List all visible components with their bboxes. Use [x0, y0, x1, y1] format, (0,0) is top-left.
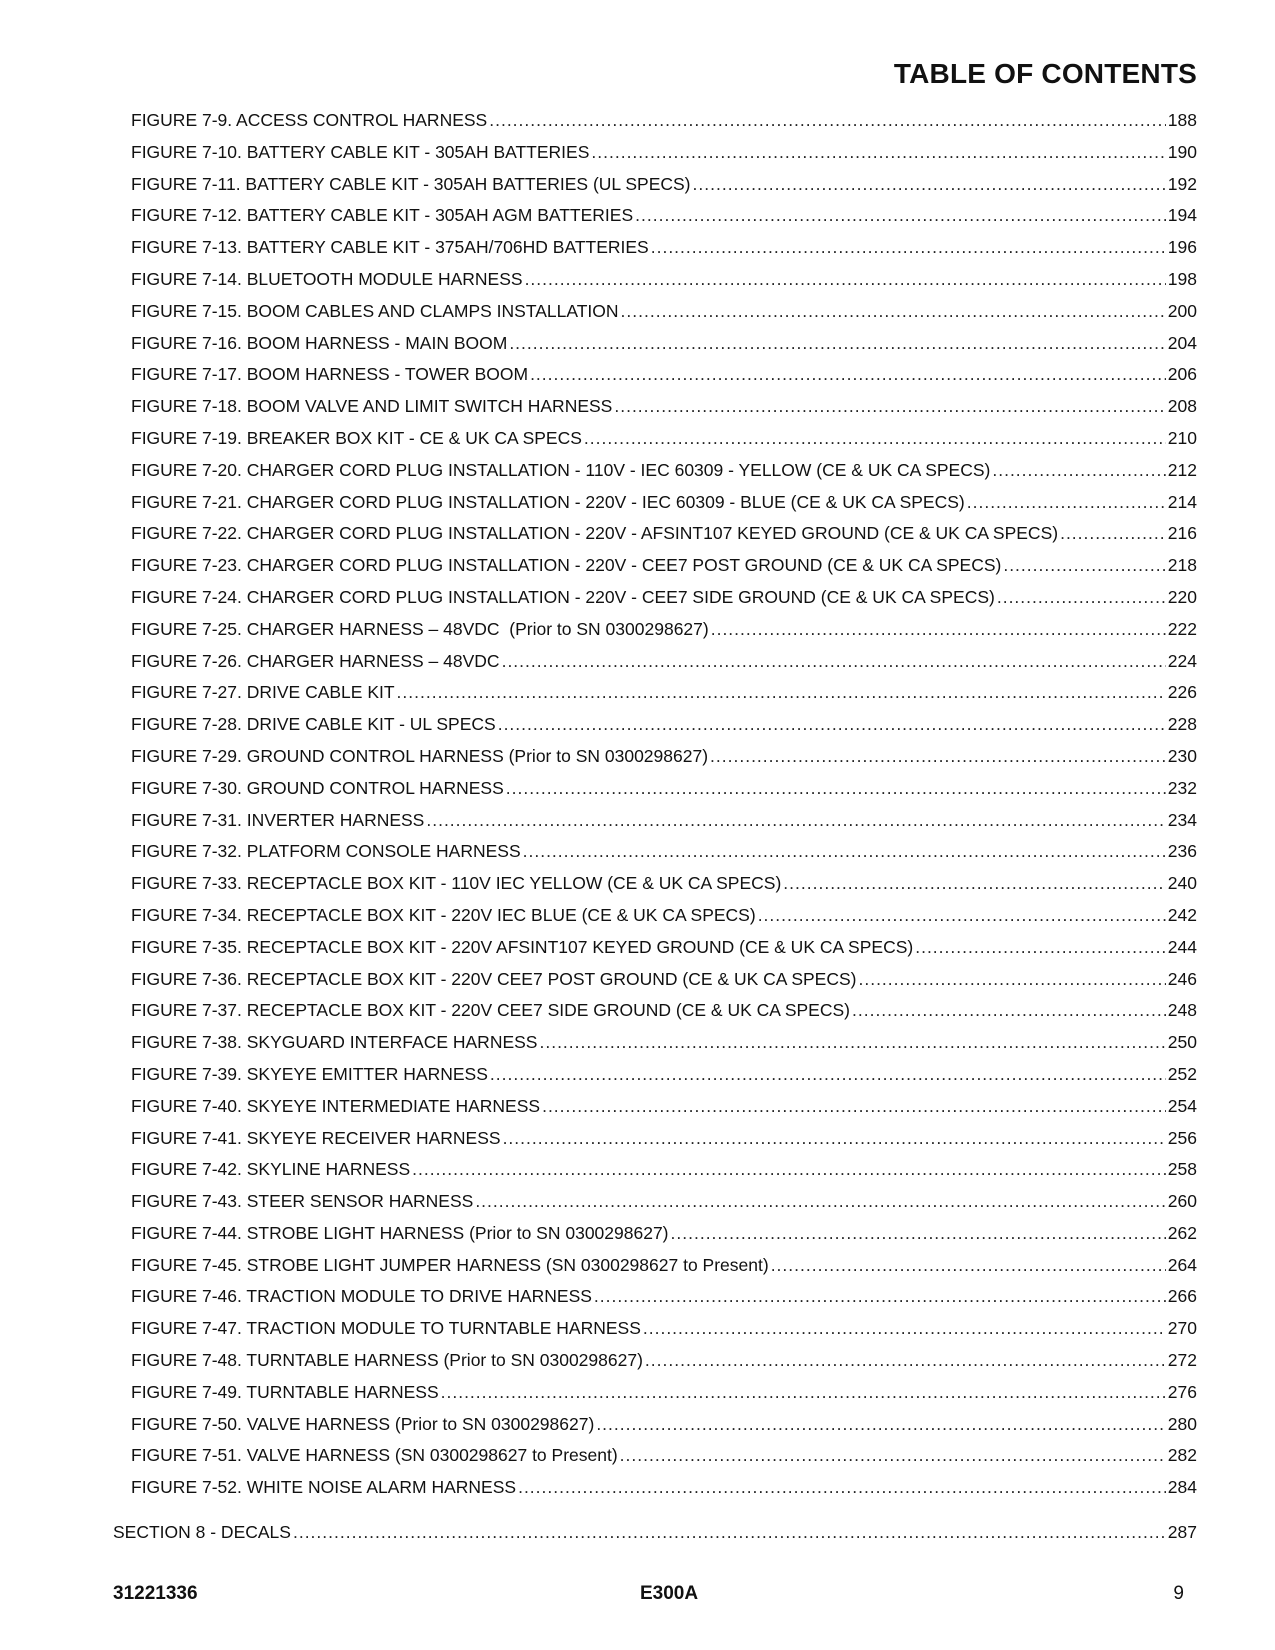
toc-entry[interactable] — [131, 460, 1197, 492]
toc-entry-label: FIGURE 7-41. SKYEYE RECEIVER HARNESS — [131, 1127, 501, 1148]
toc-entry[interactable] — [131, 301, 1197, 333]
toc-leader-dots — [858, 969, 1165, 990]
toc-entry[interactable] — [131, 428, 1197, 460]
toc-entry-page: 266 — [1167, 1286, 1197, 1307]
toc-leader-dots — [651, 237, 1166, 258]
toc-entry-page: 210 — [1167, 427, 1197, 448]
toc-entry-label: FIGURE 7-51. VALVE HARNESS (SN 0300298627 to Present) — [131, 1445, 618, 1466]
toc-leader-dots — [614, 396, 1165, 417]
toc-entry-label: FIGURE 7-33. RECEPTACLE BOX KIT - 110V IEC YELLOW (CE & UK CA SPECS) — [131, 873, 782, 894]
toc-entry-label: FIGURE 7-31. INVERTER HARNESS — [131, 809, 425, 830]
toc-entry[interactable] — [131, 1032, 1197, 1064]
toc-entry-label: FIGURE 7-39. SKYEYE EMITTER HARNESS — [131, 1063, 488, 1084]
toc-leader-dots — [489, 110, 1166, 131]
toc-entry[interactable] — [131, 269, 1197, 301]
toc-entry[interactable] — [131, 1159, 1197, 1191]
toc-leader-dots — [1060, 523, 1166, 544]
toc-entry[interactable] — [131, 237, 1197, 269]
toc-entry-page: 280 — [1167, 1413, 1197, 1434]
toc-entry[interactable] — [131, 1382, 1197, 1414]
toc-entry-page: 258 — [1167, 1159, 1197, 1180]
toc-entry[interactable] — [131, 1255, 1197, 1287]
toc-entry-page: 264 — [1167, 1254, 1197, 1275]
toc-leader-dots — [967, 492, 1166, 513]
toc-leader-dots — [498, 714, 1166, 735]
toc-leader-dots — [412, 1159, 1166, 1180]
toc-entry[interactable] — [131, 1477, 1197, 1509]
toc-entry[interactable] — [131, 1191, 1197, 1223]
toc-leader-dots — [530, 364, 1166, 385]
toc-entry-label: FIGURE 7-21. CHARGER CORD PLUG INSTALLATION - 220V - IEC 60309 - BLUE (CE & UK CA SPECS) — [131, 491, 965, 512]
toc-entry[interactable] — [131, 1128, 1197, 1160]
toc-entry-page: 224 — [1167, 650, 1197, 671]
toc-entry-label: FIGURE 7-48. TURNTABLE HARNESS (Prior to SN 0300298627) — [131, 1350, 643, 1371]
toc-entry-page: 214 — [1167, 491, 1197, 512]
toc-entry-page: 212 — [1167, 459, 1197, 480]
toc-leader-dots — [645, 1350, 1166, 1371]
toc-leader-dots — [509, 333, 1165, 354]
toc-list — [0, 110, 1275, 1509]
toc-leader-dots — [620, 1445, 1166, 1466]
toc-entry-page: 244 — [1167, 936, 1197, 957]
toc-entry-page: 254 — [1167, 1095, 1197, 1116]
toc-entry[interactable] — [131, 873, 1197, 905]
toc-leader-dots — [542, 1096, 1166, 1117]
toc-entry-page: 272 — [1167, 1350, 1197, 1371]
toc-entry-label: FIGURE 7-27. DRIVE CABLE KIT — [131, 682, 395, 703]
toc-entry[interactable] — [131, 142, 1197, 174]
toc-entry-label: FIGURE 7-18. BOOM VALVE AND LIMIT SWITCH HARNESS — [131, 396, 613, 417]
toc-entry-page: 194 — [1167, 205, 1197, 226]
toc-leader-dots — [293, 1522, 1166, 1543]
toc-entry-label: FIGURE 7-24. CHARGER CORD PLUG INSTALLATION - 220V - CEE7 SIDE GROUND (CE & UK CA SPECS) — [131, 586, 995, 607]
toc-entry-page: 276 — [1167, 1381, 1197, 1402]
toc-entry-page: 204 — [1167, 332, 1197, 353]
toc-entry-page: 256 — [1167, 1127, 1197, 1148]
toc-entry-page: 282 — [1167, 1445, 1197, 1466]
toc-leader-dots — [852, 1000, 1166, 1021]
toc-leader-dots — [506, 778, 1166, 799]
toc-entry[interactable] — [131, 841, 1197, 873]
toc-entry-page: 198 — [1167, 268, 1197, 289]
toc-entry[interactable] — [131, 333, 1197, 365]
toc-entry-label: FIGURE 7-29. GROUND CONTROL HARNESS (Prior to SN 0300298627) — [131, 745, 709, 766]
toc-entry-label: FIGURE 7-50. VALVE HARNESS (Prior to SN 0300298627) — [131, 1413, 595, 1434]
toc-entry-label: FIGURE 7-38. SKYGUARD INTERFACE HARNESS — [131, 1032, 538, 1053]
toc-entry-page: 188 — [1167, 110, 1197, 130]
toc-entry-label: FIGURE 7-34. RECEPTACLE BOX KIT - 220V IEC BLUE (CE & UK CA SPECS) — [131, 904, 756, 925]
toc-entry[interactable] — [131, 1096, 1197, 1128]
toc-entry[interactable] — [131, 778, 1197, 810]
toc-leader-dots — [441, 1382, 1166, 1403]
toc-leader-dots — [635, 205, 1166, 226]
toc-entry[interactable] — [131, 1223, 1197, 1255]
toc-entry[interactable] — [131, 810, 1197, 842]
toc-leader-dots — [711, 619, 1166, 640]
toc-leader-dots — [643, 1318, 1166, 1339]
toc-section-entry[interactable] — [113, 1522, 1197, 1543]
toc-entry-page: 220 — [1167, 586, 1197, 607]
toc-entry-label: FIGURE 7-40. SKYEYE INTERMEDIATE HARNESS — [131, 1095, 541, 1116]
toc-leader-dots — [1003, 555, 1165, 576]
toc-entry-label: FIGURE 7-15. BOOM CABLES AND CLAMPS INSTALLATION — [131, 300, 619, 321]
toc-leader-dots — [710, 746, 1166, 767]
toc-entry-page: 270 — [1167, 1318, 1197, 1339]
toc-entry-page: 248 — [1167, 1000, 1197, 1021]
toc-entry-label: FIGURE 7-30. GROUND CONTROL HARNESS — [131, 777, 504, 798]
toc-entry-label: FIGURE 7-19. BREAKER BOX KIT - CE & UK CA SPECS — [131, 427, 582, 448]
toc-leader-dots — [502, 651, 1166, 672]
toc-entry-label: FIGURE 7-47. TRACTION MODULE TO TURNTABLE HARNESS — [131, 1318, 641, 1339]
toc-entry[interactable] — [131, 651, 1197, 683]
toc-leader-dots — [591, 142, 1165, 163]
toc-leader-dots — [621, 301, 1166, 322]
toc-leader-dots — [490, 1064, 1166, 1085]
toc-entry-label: FIGURE 7-10. BATTERY CABLE KIT - 305AH BATTERIES — [131, 141, 590, 162]
toc-entry-page: 234 — [1167, 809, 1197, 830]
toc-leader-dots — [992, 460, 1165, 481]
toc-entry[interactable] — [131, 1000, 1197, 1032]
toc-entry-label: FIGURE 7-17. BOOM HARNESS - TOWER BOOM — [131, 364, 529, 385]
toc-entry-label: FIGURE 7-22. CHARGER CORD PLUG INSTALLATION - 220V - AFSINT107 KEYED GROUND (CE & UK CA SPECS) — [131, 523, 1059, 544]
toc-entry-page: 232 — [1167, 777, 1197, 798]
toc-entry[interactable] — [131, 364, 1197, 396]
toc-section-page: 287 — [1167, 1522, 1197, 1542]
toc-entry-label: FIGURE 7-44. STROBE LIGHT HARNESS (Prior to SN 0300298627) — [131, 1222, 669, 1243]
toc-leader-dots — [503, 1128, 1166, 1149]
toc-entry-page: 260 — [1167, 1191, 1197, 1212]
page-footer — [0, 1583, 1275, 1613]
toc-leader-dots — [475, 1191, 1165, 1212]
toc-entry-page: 236 — [1167, 841, 1197, 862]
toc-entry-label: FIGURE 7-12. BATTERY CABLE KIT - 305AH AGM BATTERIES — [131, 205, 634, 226]
toc-entry-page: 242 — [1167, 904, 1197, 925]
toc-leader-dots — [518, 1477, 1166, 1498]
toc-leader-dots — [525, 269, 1166, 290]
toc-entry[interactable] — [131, 1350, 1197, 1382]
toc-entry[interactable] — [131, 396, 1197, 428]
toc-entry[interactable] — [131, 523, 1197, 555]
toc-entry-page: 218 — [1167, 555, 1197, 576]
toc-entry[interactable] — [131, 587, 1197, 619]
toc-entry[interactable] — [131, 619, 1197, 651]
footer-doc-number: 31221336 — [113, 1583, 198, 1604]
toc-entry[interactable] — [131, 937, 1197, 969]
toc-entry-label: FIGURE 7-46. TRACTION MODULE TO DRIVE HARNESS — [131, 1286, 592, 1307]
toc-entry-page: 230 — [1167, 745, 1197, 766]
toc-entry-page: 226 — [1167, 682, 1197, 703]
toc-leader-dots — [693, 174, 1166, 195]
toc-leader-dots — [594, 1286, 1166, 1307]
toc-leader-dots — [426, 810, 1165, 831]
toc-entry-label: FIGURE 7-35. RECEPTACLE BOX KIT - 220V AFSINT107 KEYED GROUND (CE & UK CA SPECS) — [131, 936, 914, 957]
toc-entry-label: FIGURE 7-11. BATTERY CABLE KIT - 305AH BATTERIES (UL SPECS) — [131, 173, 691, 194]
toc-entry-page: 190 — [1167, 141, 1197, 162]
toc-entry-page: 228 — [1167, 714, 1197, 735]
toc-entry-label: FIGURE 7-23. CHARGER CORD PLUG INSTALLATION - 220V - CEE7 POST GROUND (CE & UK CA SPECS) — [131, 555, 1002, 576]
toc-entry-page: 216 — [1167, 523, 1197, 544]
toc-entry[interactable] — [131, 682, 1197, 714]
toc-entry-label: FIGURE 7-26. CHARGER HARNESS – 48VDC — [131, 650, 500, 671]
footer-model: E300A — [640, 1583, 699, 1604]
toc-entry-page: 192 — [1167, 173, 1197, 194]
toc-entry-label: FIGURE 7-45. STROBE LIGHT JUMPER HARNESS (SN 0300298627 to Present) — [131, 1254, 769, 1275]
toc-leader-dots — [671, 1223, 1166, 1244]
toc-leader-dots — [523, 841, 1166, 862]
toc-entry-page: 196 — [1167, 237, 1197, 258]
toc-entry-page: 250 — [1167, 1032, 1197, 1053]
toc-entry-label: FIGURE 7-49. TURNTABLE HARNESS — [131, 1381, 439, 1402]
toc-entry[interactable] — [131, 969, 1197, 1001]
toc-entry-label: FIGURE 7-14. BLUETOOTH MODULE HARNESS — [131, 268, 523, 289]
toc-entry-label: FIGURE 7-43. STEER SENSOR HARNESS — [131, 1191, 474, 1212]
toc-entry-page: 240 — [1167, 873, 1197, 894]
toc-entry-label: FIGURE 7-32. PLATFORM CONSOLE HARNESS — [131, 841, 521, 862]
toc-leader-dots — [915, 937, 1166, 958]
toc-section-label: SECTION 8 - DECALS — [113, 1522, 291, 1542]
toc-entry-label: FIGURE 7-20. CHARGER CORD PLUG INSTALLATION - 110V - IEC 60309 - YELLOW (CE & UK CA SPECS) — [131, 459, 991, 480]
toc-leader-dots — [584, 428, 1166, 449]
toc-entry-label: FIGURE 7-42. SKYLINE HARNESS — [131, 1159, 411, 1180]
toc-entry-label: FIGURE 7-9. ACCESS CONTROL HARNESS — [131, 110, 488, 130]
toc-entry-page: 284 — [1167, 1477, 1197, 1498]
toc-entry[interactable] — [131, 174, 1197, 206]
toc-entry-page: 252 — [1167, 1063, 1197, 1084]
toc-entry-label: FIGURE 7-37. RECEPTACLE BOX KIT - 220V CEE7 SIDE GROUND (CE & UK CA SPECS) — [131, 1000, 850, 1021]
toc-entry-label: FIGURE 7-52. WHITE NOISE ALARM HARNESS — [131, 1477, 517, 1498]
toc-entry[interactable] — [131, 1414, 1197, 1446]
toc-entry-label: FIGURE 7-36. RECEPTACLE BOX KIT - 220V CEE7 POST GROUND (CE & UK CA SPECS) — [131, 968, 857, 989]
toc-entry[interactable] — [131, 714, 1197, 746]
toc-entry[interactable] — [131, 110, 1197, 142]
toc-leader-dots — [771, 1255, 1166, 1276]
toc-entry-label: FIGURE 7-13. BATTERY CABLE KIT - 375AH/706HD BATTERIES — [131, 237, 649, 258]
toc-leader-dots — [783, 873, 1166, 894]
toc-leader-dots — [596, 1414, 1165, 1435]
toc-entry[interactable] — [131, 746, 1197, 778]
toc-entry-page: 262 — [1167, 1222, 1197, 1243]
toc-entry-page: 246 — [1167, 968, 1197, 989]
toc-leader-dots — [758, 905, 1166, 926]
toc-entry-page: 222 — [1167, 618, 1197, 639]
toc-entry-page: 208 — [1167, 396, 1197, 417]
toc-entry[interactable] — [131, 1286, 1197, 1318]
page-title: TABLE OF CONTENTS — [893, 58, 1197, 89]
toc-entry[interactable] — [131, 1445, 1197, 1477]
toc-entry[interactable] — [131, 555, 1197, 587]
toc-entry-page: 206 — [1167, 364, 1197, 385]
toc-entry-label: FIGURE 7-28. DRIVE CABLE KIT - UL SPECS — [131, 714, 496, 735]
toc-entry[interactable] — [131, 905, 1197, 937]
toc-entry[interactable] — [131, 1318, 1197, 1350]
toc-entry[interactable] — [131, 205, 1197, 237]
toc-leader-dots — [539, 1032, 1165, 1053]
toc-entry[interactable] — [131, 492, 1197, 524]
footer-page-number: 9 — [1173, 1583, 1184, 1604]
toc-entry-label: FIGURE 7-16. BOOM HARNESS - MAIN BOOM — [131, 332, 508, 353]
toc-leader-dots — [397, 682, 1166, 703]
toc-entry-label: FIGURE 7-25. CHARGER HARNESS – 48VDC (Prior to SN 0300298627) — [131, 618, 709, 639]
toc-leader-dots — [997, 587, 1166, 608]
toc-entry-page: 200 — [1167, 300, 1197, 321]
toc-entry[interactable] — [131, 1064, 1197, 1096]
